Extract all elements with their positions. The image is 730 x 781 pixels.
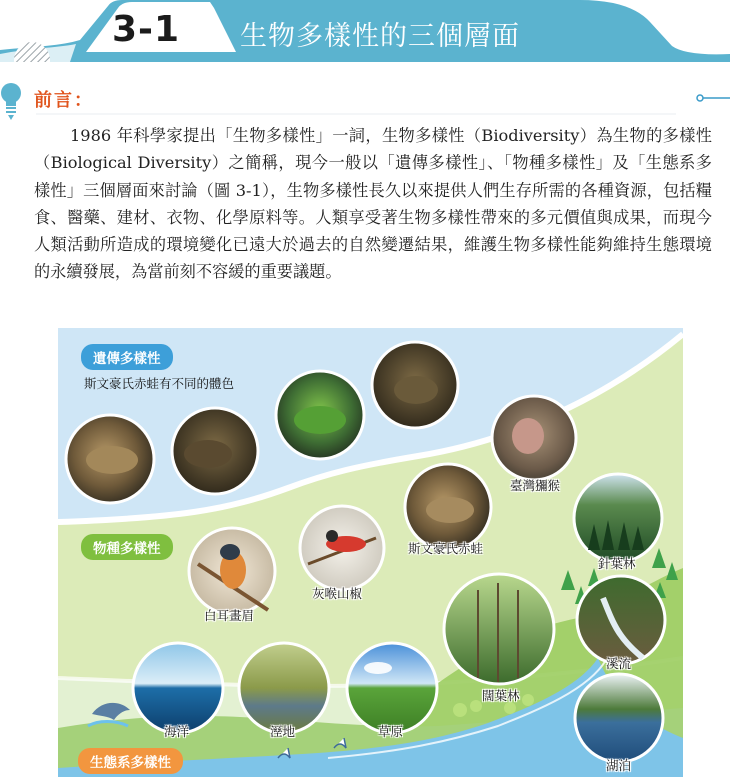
caption-lake: 湖泊 bbox=[606, 758, 632, 773]
caption-grassland: 草原 bbox=[378, 724, 404, 739]
caption-wetland: 溼地 bbox=[270, 724, 296, 739]
caption-ocean: 海洋 bbox=[164, 724, 190, 739]
divider-line bbox=[36, 90, 730, 120]
ecosystem-diversity-label: 生態系多樣性 bbox=[78, 748, 183, 774]
intro-paragraph: 1986 年科學家提出「生物多樣性」一詞，生物多樣性（Biodiversity）為生物的多樣性（Biological Diversity）之簡稱，現今一般以「遺傳多樣性」、「物種多樣性」及「生態系多樣性」三個層面來討論（圖 3-1），生物多樣性長久以來提供人們生存所需的各種資源，包括糧食、醫藥、建材、衣物、化學原料等。人類享受著生物多樣性帶來的多元價值與成果，而現今人類活動所造成的環境變化已遠大於過去的自然變遷結果，維護生物多樣性能夠維持生態環境的永續發展，為當前刻不容緩的重要議題。 bbox=[34, 126, 712, 282]
intro-label: 前言： bbox=[34, 90, 94, 111]
section-number: 3-1 bbox=[111, 9, 181, 50]
caption-grey-chinned-minivet: 灰喉山椒 bbox=[312, 586, 363, 601]
caption-taiwan-macaque: 臺灣獼猴 bbox=[510, 478, 561, 493]
caption-conifer-forest: 針葉林 bbox=[598, 556, 636, 571]
caption-broadleaf-forest: 闊葉林 bbox=[482, 688, 520, 703]
caption-white-eared-sibia: 白耳畫眉 bbox=[204, 608, 255, 623]
lightbulb-icon bbox=[0, 80, 26, 122]
genetic-diversity-label: 遺傳多樣性 bbox=[81, 344, 173, 370]
section-title: 生物多樣性的三個層面 bbox=[240, 21, 520, 52]
biodiversity-figure bbox=[58, 328, 683, 777]
caption-swinhoe-frog: 斯文豪氏赤蛙 bbox=[408, 541, 484, 556]
caption-stream: 溪流 bbox=[606, 656, 632, 671]
genetic-diversity-subtitle: 斯文豪氏赤蛙有不同的體色 bbox=[84, 376, 235, 391]
species-diversity-label: 物種多樣性 bbox=[81, 534, 173, 560]
